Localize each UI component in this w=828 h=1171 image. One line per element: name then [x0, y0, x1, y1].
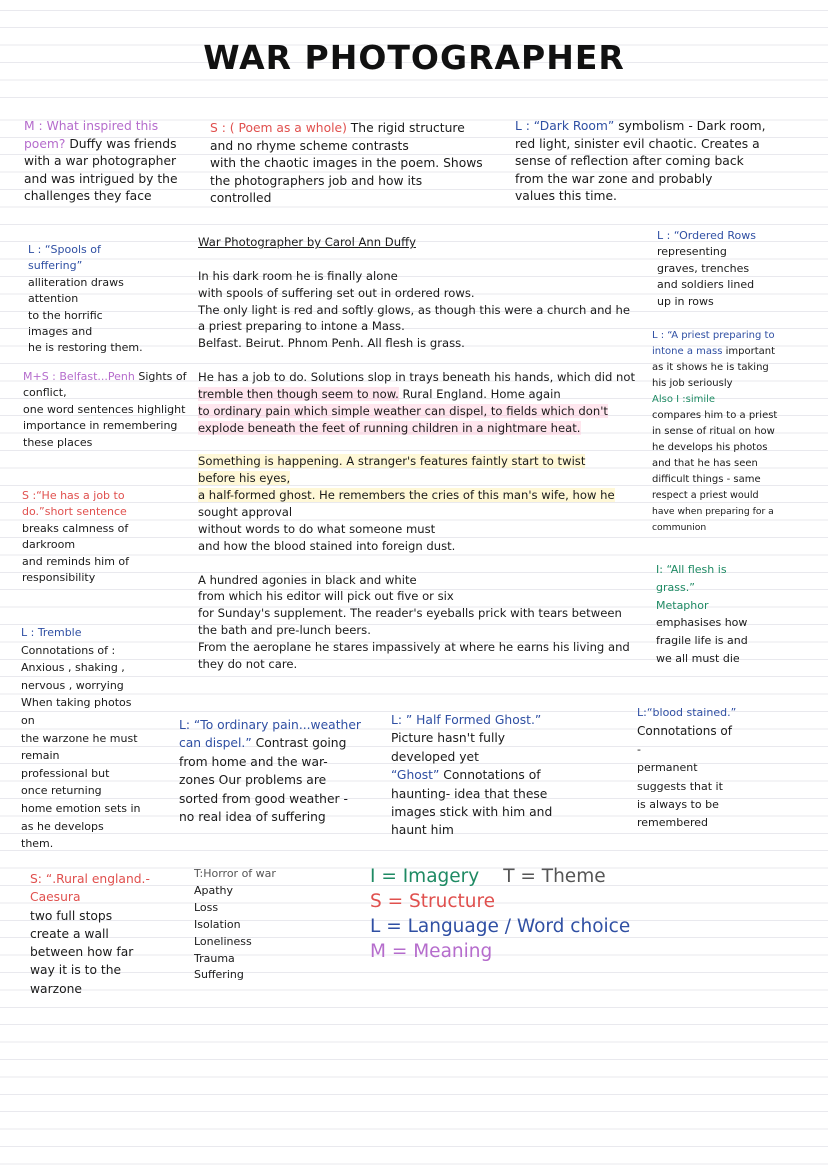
theme-item: Apathy	[194, 883, 234, 897]
language-tag: L : “Ordered Rows	[657, 229, 757, 242]
note-belfast	[23, 369, 187, 451]
note-line: emphasises how	[656, 616, 748, 630]
note-line: suggests that it	[637, 779, 723, 793]
note-line: as it shows he is taking	[652, 362, 769, 373]
structure-tag: S: “.Rural england.-	[30, 872, 150, 886]
note-text: symbolism - Dark room,	[614, 119, 766, 133]
note-line: breaks calmness of	[22, 521, 129, 535]
note-line: he is restoring them.	[28, 341, 143, 355]
poem-line: and how the blood stained into foreign dust.	[198, 538, 456, 553]
imagery-tag: Metaphor	[656, 598, 709, 612]
note-line: conflict,	[23, 386, 67, 400]
note-line: values this time.	[515, 189, 617, 204]
note-line: haunting- idea that these	[391, 786, 548, 801]
note-dark-room	[515, 118, 765, 206]
poem-line: The only light is red and softly glows, as though this were a church and he	[198, 302, 630, 317]
note-priest	[652, 328, 777, 536]
note-line: and soldiers lined	[657, 278, 755, 292]
note-line: in sense of ritual on how	[652, 426, 775, 437]
highlight-tremble: tremble then though seem to now.	[198, 386, 399, 401]
note-line: home emotion sets in	[21, 801, 141, 815]
note-line: as he develops	[21, 819, 104, 833]
note-job	[22, 488, 129, 586]
note-line: professional but	[21, 766, 110, 780]
note-all-flesh	[656, 561, 748, 668]
poem-text: Home again	[486, 386, 561, 401]
note-line: once returning	[21, 784, 102, 798]
note-text: important	[722, 346, 776, 357]
language-tag: L: “To ordinary pain...weather	[179, 718, 361, 732]
note-line: to the horrific	[28, 308, 103, 322]
poem	[198, 234, 635, 673]
note-line: importance in remembering	[23, 419, 178, 433]
note-line: and was intrigued by the	[24, 171, 178, 186]
note-line: he develops his photos	[652, 442, 768, 453]
note-line: attention	[28, 292, 79, 306]
theme-item: Trauma	[194, 951, 235, 965]
theme-tag: T:Horror of war	[194, 867, 276, 880]
note-rural-england	[30, 870, 150, 998]
imagery-tag: grass.”	[656, 580, 695, 594]
note-line: and reminds him of	[22, 554, 130, 568]
note-line: When taking photos	[21, 696, 132, 710]
structure-tag: do.”short sentence	[22, 505, 127, 519]
poem-line: From the aeroplane he stares impassively at where he earns his living and	[198, 639, 630, 654]
note-ordinary-pain	[179, 716, 361, 826]
note-line: and no rhyme scheme contrasts	[210, 138, 409, 153]
note-line: these places	[23, 435, 93, 449]
note-line: -	[637, 742, 641, 756]
structure-tag: S :“He has a job to	[22, 489, 125, 502]
poem-line: they do not care.	[198, 656, 298, 671]
meaning-structure-tag: M+S : Belfast...Penh	[23, 370, 135, 383]
theme-item: Loss	[194, 900, 219, 914]
note-line: the photographers job and how its	[210, 173, 423, 188]
note-text: Sights of	[134, 370, 187, 383]
highlight-eyes: before his eyes,	[198, 471, 291, 486]
note-line: fragile life is and	[656, 634, 748, 648]
note-line: two full stops	[30, 908, 113, 923]
poem-line: with spools of suffering set out in ordered rows.	[198, 285, 475, 300]
note-line: responsibility	[22, 571, 96, 585]
poem-line: Belfast. Beirut. Phnom Penh. All flesh is grass.	[198, 336, 465, 351]
theme-item: Suffering	[194, 968, 244, 982]
highlight-explode: explode beneath the feet of running children in a nightmare heat.	[198, 420, 581, 435]
note-line: alliteration draws	[28, 275, 124, 289]
poem-line: without words to do what someone must	[198, 521, 436, 536]
poem-line: sought approval	[198, 504, 293, 519]
note-line: with a war photographer	[24, 154, 177, 169]
poem-line: the bath and pre-lunch beers.	[198, 623, 371, 638]
note-line: graves, trenches	[657, 261, 750, 275]
note-line: sorted from good weather -	[179, 791, 348, 806]
note-blood-stained	[637, 704, 736, 833]
poem-line: In his dark room he is finally alone	[198, 268, 398, 283]
page-title: WAR PHOTOGRAPHER	[203, 38, 625, 77]
note-text: Contrast going	[251, 736, 347, 751]
note-line: Connotations of :	[21, 643, 116, 657]
note-line: up in rows	[657, 294, 714, 308]
legend-language: L = Language / Word choice	[370, 916, 631, 937]
legend-imagery: I = Imagery	[370, 866, 480, 887]
note-line: images stick with him and	[391, 805, 553, 820]
note-line: developed yet	[391, 749, 479, 764]
note-line: respect a priest would	[652, 490, 759, 501]
note-spools	[28, 242, 143, 357]
note-line: compares him to a priest	[652, 410, 778, 421]
legend-structure: S = Structure	[370, 891, 496, 912]
poem-line: A hundred agonies in black and white	[198, 572, 417, 587]
note-line: representing	[657, 245, 727, 259]
note-line: have when preparing for a	[652, 506, 774, 517]
note-line: with the chaotic images in the poem. Shows	[210, 156, 483, 171]
note-line: remain	[21, 749, 60, 763]
note-half-formed-ghost	[391, 711, 552, 840]
structure-tag: S : ( Poem as a whole)	[210, 121, 347, 135]
note-line: no real idea of suffering	[179, 810, 326, 825]
poem-line: for Sunday's supplement. The reader's eyeballs prick with tears between	[198, 606, 622, 621]
meaning-tag: poem?	[24, 136, 66, 151]
legend-theme: T = Theme	[503, 866, 606, 887]
note-line: haunt him	[391, 823, 454, 838]
language-tag: L: ” Half Formed Ghost.”	[391, 713, 542, 727]
note-tremble	[21, 624, 141, 853]
poem-heading: War Photographer by Carol Ann Duffy	[198, 235, 416, 249]
note-line: permanent	[637, 761, 698, 775]
note-line: warzone	[30, 981, 82, 996]
note-ordered-rows	[657, 228, 756, 310]
note-line: between how far	[30, 945, 134, 960]
note-line: from home and the war-	[179, 754, 328, 769]
meaning-tag: M : What inspired this	[24, 119, 159, 133]
theme-item: Loneliness	[194, 934, 252, 948]
note-line: communion	[652, 522, 707, 533]
language-tag: suffering”	[28, 259, 83, 273]
highlight-rural: Rural England.	[398, 386, 487, 401]
note-line: on	[21, 713, 35, 727]
language-tag: can dispel.”	[179, 736, 252, 751]
note-line: create a wall	[30, 926, 109, 941]
note-line: images and	[28, 325, 93, 339]
note-text: The rigid structure	[346, 121, 465, 135]
note-line: difficult things - same	[652, 474, 761, 485]
note-line: sense of reflection after coming back	[515, 154, 744, 169]
note-text: Duffy was friends	[65, 136, 177, 151]
note-line: we all must die	[656, 651, 740, 665]
note-line: Connotations of	[637, 724, 732, 739]
note-line: controlled	[210, 191, 272, 206]
language-tag: L:“blood stained.”	[637, 706, 737, 719]
note-line: zones Our problems are	[179, 773, 327, 788]
note-line: Picture hasn't fully	[391, 731, 506, 746]
note-inspiration	[24, 118, 178, 206]
note-line: his job seriously	[652, 378, 733, 389]
poem-line: from which his editor will pick out five or six	[198, 589, 454, 604]
note-line: Anxious , shaking ,	[21, 661, 125, 675]
note-line: one word sentences highlight	[23, 402, 186, 416]
theme-item: Isolation	[194, 917, 241, 931]
note-themes	[194, 866, 276, 984]
note-line: remembered	[637, 816, 709, 830]
note-line: them.	[21, 837, 54, 851]
poem-line: He has a job to do. Solutions slop in trays beneath his hands, which did not	[198, 370, 636, 385]
imagery-tag: Also I :simile	[652, 394, 716, 405]
language-tag: L : “Spools of	[28, 243, 101, 256]
language-tag: L : “Dark Room”	[515, 119, 615, 133]
legend	[370, 864, 630, 964]
note-line: the warzone he must	[21, 731, 138, 745]
language-tag: L : “A priest preparing to	[652, 330, 775, 341]
structure-tag: Caesura	[30, 890, 81, 905]
note-structure	[210, 120, 483, 208]
highlight-ghost: a half-formed ghost. He remembers the cries of this man's wife, how he	[198, 488, 615, 503]
note-line: challenges they face	[24, 189, 152, 204]
highlight-ordinary-pain: to ordinary pain which simple weather can dispel, to fields which don't	[198, 403, 608, 418]
note-line: is always to be	[637, 798, 719, 812]
legend-meaning: M = Meaning	[370, 941, 493, 962]
note-line: red light, sinister evil chaotic. Creates a	[515, 136, 760, 151]
note-line: and that he has seen	[652, 458, 758, 469]
note-line: darkroom	[22, 538, 76, 552]
imagery-tag: I: “All flesh is	[656, 563, 727, 576]
note-line: way it is to the	[30, 963, 122, 978]
language-tag: L : Tremble	[21, 626, 82, 639]
note-line: nervous , worrying	[21, 678, 124, 692]
note-text: Connotations of	[439, 768, 541, 783]
poem-line: a priest preparing to intone a Mass.	[198, 319, 405, 334]
note-line: from the war zone and probably	[515, 171, 713, 186]
highlight-happening: Something is happening. A stranger's features faintly start to twist	[198, 454, 586, 469]
language-tag: “Ghost”	[391, 768, 440, 783]
language-tag: intone a mass	[652, 346, 723, 357]
